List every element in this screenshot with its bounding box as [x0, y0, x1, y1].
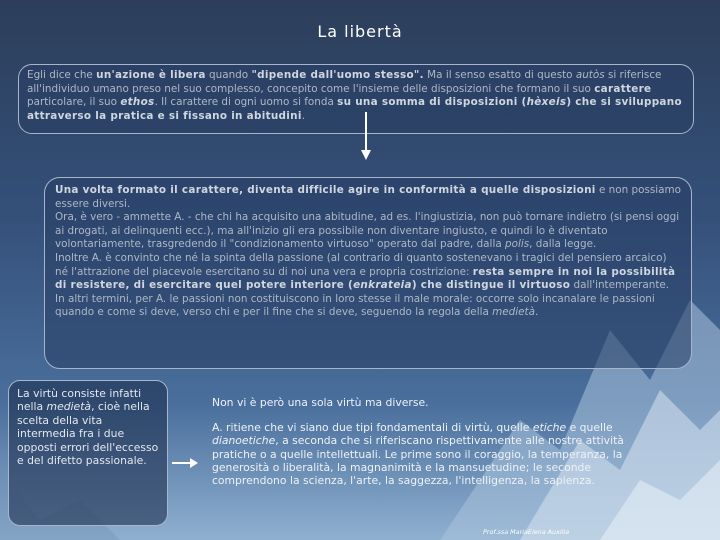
emphasis: su una somma di disposizioni ( — [337, 96, 527, 109]
text: Egli dice che — [27, 69, 97, 81]
text: particolare, il suo — [27, 96, 121, 109]
freedom-definition-box — [18, 64, 694, 134]
emphasis: Una volta formato il carattere, diventa difficile agire in conformità a quelle disposizioni — [55, 184, 596, 196]
term: autòs — [575, 69, 605, 81]
emphasis: "dipende dall'uomo stesso". — [251, 69, 424, 81]
text: , cioè nella scelta della vita intermedia fra i due opposti errori dell'eccesso e del difetto passionale. — [17, 400, 159, 468]
text: e quelle — [566, 421, 613, 435]
virtue-intro: Non vi è però una sola virtù ma diverse. — [212, 396, 429, 409]
emphasis: ) che si sviluppano attraverso la pratica e si fissano in abitudini — [27, 96, 682, 122]
text: , dalla legge. — [529, 238, 597, 251]
term: enkrateia — [353, 279, 412, 292]
term: medietà — [46, 400, 92, 414]
term: ethos — [120, 96, 155, 109]
term: dianoetiche — [212, 434, 276, 448]
emphasis: resta sempre in noi la possibilità di resistere, di esercitare quel potere interiore ( — [55, 265, 676, 292]
text: La virtù consiste infatti nella — [17, 387, 142, 414]
character-box — [44, 177, 692, 369]
text: dall'intemperante. In altri termini, per A. le passioni non costituiscono in loro stesse il male morale: occorre solo incanalare le passioni quando e come si deve, verso chi e per il fine che si deve, seguendo la regola della — [55, 279, 670, 319]
text: Ora, è vero - ammette A. - che chi ha acquisito una abitudine, ad es. l'ingiustizia, non può tornare indietro (si pensi oggi ai drogati, ai delinquenti ecc.), ma all'inizio gli era possibile non diventare ingiusto, e quindi lo è diventato volontariamente, trasgredendo il "condizionamento virtuoso" operato dal padre, dalla — [55, 211, 680, 251]
text: A. ritiene che vi siano due tipi fondamentali di virtù, quelle — [212, 421, 533, 435]
text: . Il carattere di ogni uomo si fonda — [154, 96, 338, 109]
text: Ma il senso esatto di questo — [423, 69, 576, 81]
emphasis: ) che distingue il virtuoso — [411, 279, 571, 292]
emphasis: carattere — [594, 82, 652, 95]
text: si riferisce all'individuo umano preso nel suo complesso, concepito come l'insieme delle disposizioni che formano il suo — [27, 69, 662, 95]
text: . — [301, 109, 306, 122]
text: . — [534, 306, 539, 319]
term: polis — [505, 238, 530, 251]
text: e non possiamo essere diversi. — [55, 184, 681, 210]
term: etiche — [532, 421, 567, 435]
virtue-medieta-box — [8, 380, 168, 526]
page-title: La libertà — [317, 22, 403, 41]
term: hèxeis — [526, 96, 567, 109]
author-credit: Prof.ssa MariaElena Auxilia — [483, 528, 570, 536]
text: Inoltre A. è convinto che né la spinta della passione (al contrario di quanto sostenevano i tragici del pensiero arcaico) né l'attrazione del piacevole esercitano su di noi una vera e propria costrizione: — [55, 251, 667, 278]
virtue-types-text — [212, 421, 660, 487]
text: quando — [205, 69, 252, 81]
virtue-types-box — [204, 396, 668, 520]
text: , a seconda che si riferiscano rispettivamente alle nostre attività pratiche o a quelle intellettuali. Le prime sono il coraggio, la temperanza, la generosità o liberalità, la magnanimità e la mansuetudine; le seconde comprendono la scienza, l'arte, la saggezza, l'intelligenza, la sapienza. — [212, 434, 624, 488]
term: medietà — [492, 306, 535, 319]
emphasis: un'azione è libera — [96, 69, 206, 81]
